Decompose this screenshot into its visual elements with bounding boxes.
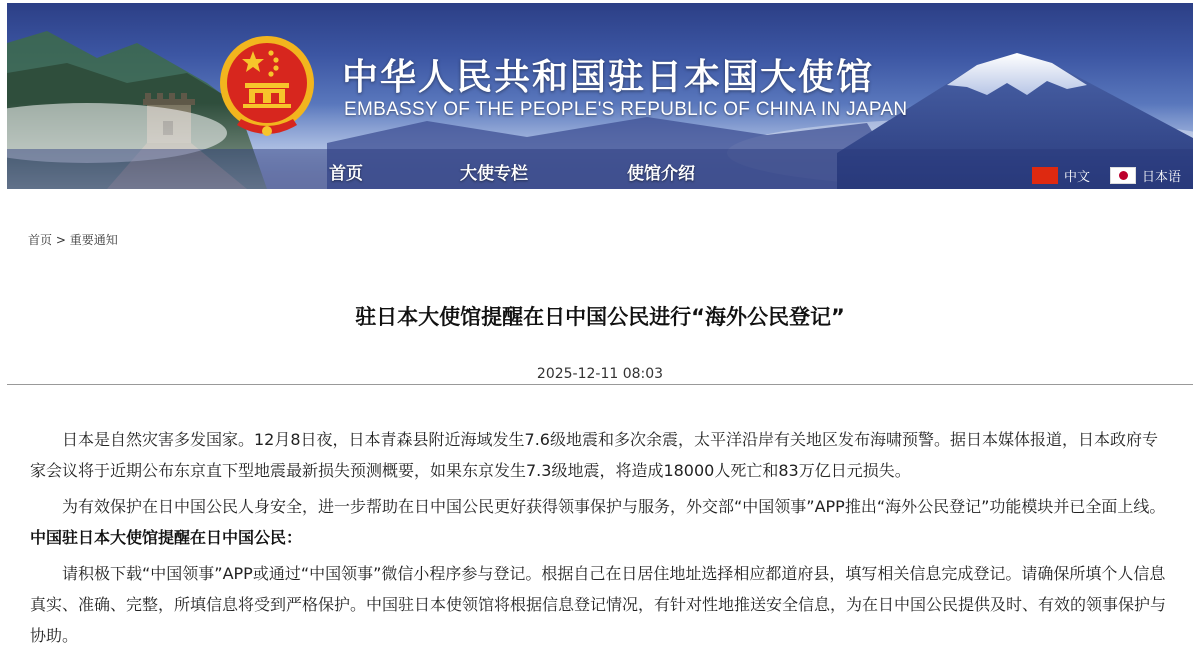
- breadcrumb-current-link[interactable]: 重要通知: [69, 233, 118, 247]
- language-label-japanese: 日本语: [1142, 170, 1182, 185]
- nav-item-home[interactable]: 首页: [329, 164, 363, 184]
- paragraph-2-bold-notice: 中国驻日本大使馆提醒在日中国公民：: [30, 528, 303, 547]
- article-paragraph: [30, 424, 1170, 486]
- paragraph-3-text: 请积极下载“中国领事”APP或通过“中国领事”微信小程序参与登记。根据自己在日居住地址选择相应都道府县，填写相关信息完成登记。请确保所填个人信息真实、准确、完整，所填信息将受到严格保护。中国驻日本使领馆将根据信息登记情况，有针对性地推送安全信息，为在日中国公民提供及时、有效的领事保护与协助。: [30, 564, 1167, 645]
- language-switch-chinese[interactable]: [1032, 166, 1090, 185]
- language-switch-japanese[interactable]: [1110, 166, 1181, 185]
- article-date: 2025-12-11 08:03: [536, 366, 664, 382]
- title-divider: [7, 384, 1193, 385]
- nav-item-embassy-intro[interactable]: 使馆介绍: [627, 164, 695, 184]
- article-paragraph: [30, 558, 1170, 651]
- cn-flag-icon: [1032, 167, 1058, 184]
- site-title-english: EMBASSY OF THE PEOPLE'S REPUBLIC OF CHINA IN JAPAN: [344, 99, 908, 120]
- national-emblem-icon: [217, 33, 317, 141]
- breadcrumb-home-link[interactable]: 首页: [28, 233, 53, 247]
- article-title: 驻日本大使馆提醒在日中国公民进行“海外公民登记”: [355, 305, 845, 329]
- breadcrumb-separator: >: [52, 233, 70, 247]
- jp-flag-icon: [1110, 167, 1136, 184]
- article-paragraph: [30, 491, 1170, 553]
- site-banner: [7, 3, 1193, 189]
- language-label-chinese: 中文: [1064, 170, 1091, 185]
- paragraph-1-text: 日本是自然灾害多发国家。12月8日夜，日本青森县附近海域发生7.6级地震和多次余震，太平洋沿岸有关地区发布海啸预警。据日本媒体报道，日本政府专家会议将于近期公布东京直下型地震最新损失预测概要，如果东京发生7.3级地震，将造成18000人死亡和83万亿日元损失。: [30, 430, 1158, 480]
- paragraph-2-text: 为有效保护在日中国公民人身安全，进一步帮助在日中国公民更好获得领事保护与服务，外交部“中国领事”APP推出“海外公民登记”功能模块并已全面上线。: [62, 497, 1166, 516]
- article-body: [30, 424, 1170, 656]
- site-title-chinese: 中华人民共和国驻日本国大使馆: [342, 57, 875, 98]
- breadcrumb: [28, 231, 118, 248]
- nav-item-ambassador-column[interactable]: 大使专栏: [460, 164, 528, 184]
